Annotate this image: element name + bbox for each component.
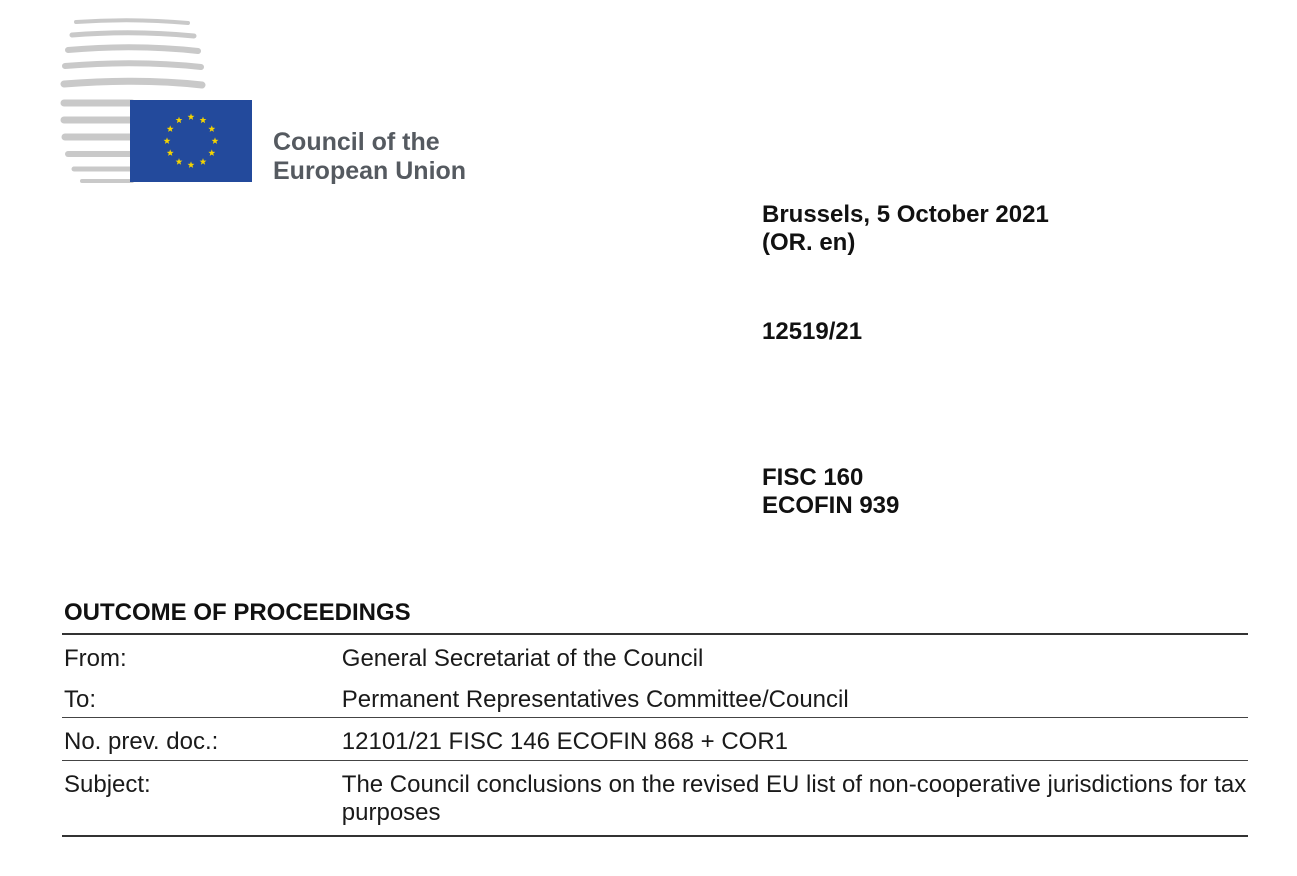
organization-name-line2: European Union — [273, 157, 467, 185]
table-row-subject — [62, 761, 1248, 837]
table-value-previous-document: 12101/21 FISC 146 ECOFIN 868 + COR1 — [342, 718, 1248, 761]
table-label-previous-document: No. prev. doc.: — [62, 718, 342, 761]
table-value-to: Permanent Representatives Committee/Council — [341, 686, 849, 713]
original-language: (OR. en) — [762, 229, 856, 256]
table-row-from — [62, 634, 1248, 676]
table-label-from: From: — [62, 634, 342, 676]
table-row-previous-document — [62, 718, 1248, 761]
table-value-from: General Secretariat of the Council — [342, 634, 1248, 676]
table-label-to: To: — [64, 686, 97, 713]
council-logo — [60, 14, 260, 186]
table-value-subject: The Council conclusions on the revised EU list of non-cooperative jurisdictions for tax purposes — [342, 761, 1248, 837]
council-logo-graphic — [60, 14, 260, 186]
code-fisc: FISC 160 — [762, 464, 864, 491]
section-title: OUTCOME OF PROCEEDINGS — [64, 599, 411, 626]
code-ecofin: ECOFIN 939 — [762, 492, 900, 519]
table-row-to — [62, 676, 1248, 718]
document-number-block — [762, 318, 862, 346]
document-number: 12519/21 — [762, 318, 863, 345]
eu-flag-icon — [130, 100, 252, 182]
document-codes-block — [762, 464, 899, 520]
document-info-table — [62, 633, 1248, 837]
place-date-block — [762, 201, 1049, 257]
table-label-subject: Subject: — [62, 761, 342, 837]
organization-name — [273, 128, 466, 186]
place-date: Brussels, 5 October 2021 — [762, 201, 1049, 228]
organization-name-line1: Council of the — [273, 128, 440, 156]
